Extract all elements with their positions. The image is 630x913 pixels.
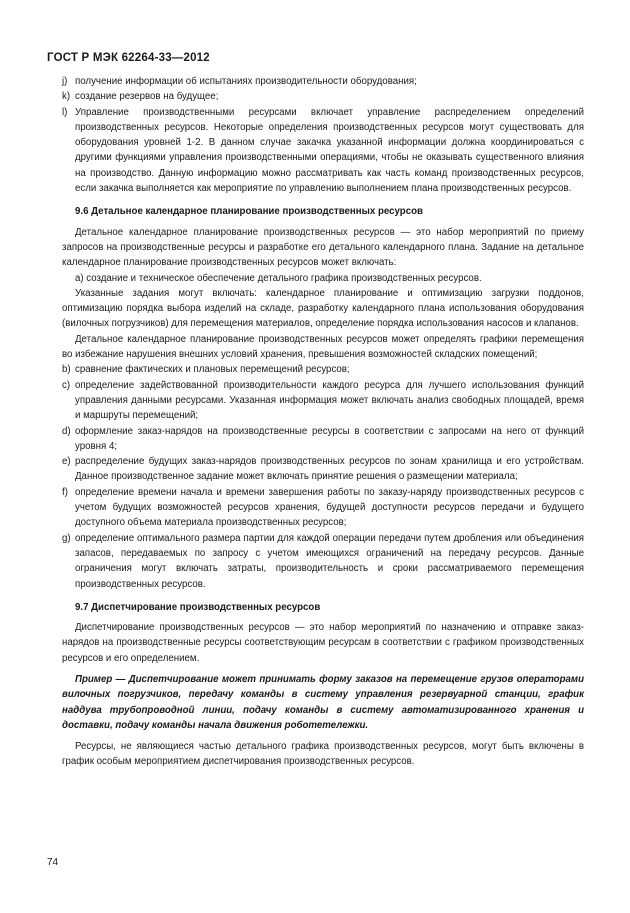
list-item-d	[62, 424, 584, 455]
list-item-text: определение времени начала и времени завершения работы по заказу-наряду производственных ресурсов с учетом будущих возможностей ресурсов хранения, будущей доступности ресурсов передачи и будущего доступного объема материала производственных ресурсов;	[75, 486, 584, 529]
document-header: ГОСТ Р МЭК 62264-33—2012	[47, 52, 210, 64]
list-item-label: j)	[62, 76, 68, 87]
list-item-label: b)	[62, 364, 71, 376]
list-item-c	[62, 378, 584, 424]
list-item-text: создание резервов на будущее;	[75, 91, 219, 103]
list-item-label: k)	[62, 91, 71, 103]
list-item-b	[62, 362, 584, 377]
list-item-text: Управление производственными ресурсами включает управление распределением определений производственных ресурсов. Некоторые определения производственных ресурсов могут существовать для оборудования уровней 1-2. В данном случае закачка указанной информации должна координироваться с другими функциями управления производственными операциями, чтобы не оказывать существенного влияния на производство. Данную информацию можно рассматривать как часть команд производственных ресурсов, если закачка выполняется как мероприятие по управлению выполнением плана производственных ресурсов.	[75, 106, 584, 195]
list-item-g	[62, 531, 584, 592]
list-item-f	[62, 485, 584, 531]
page-content	[62, 74, 584, 770]
list-item-text: сравнение фактических и плановых перемещений ресурсов;	[75, 364, 350, 376]
list-item-text: определение оптимального размера партии для каждой операции передачи путем дробления или объединения запасов, передаваемых по запросу с учетом имеющихся ограничений на передачу ресурсов. Данные ограничения могут включать затраты, производительность и сроки рассматриваемого перемещения производственных ресурсов.	[75, 532, 584, 590]
list-item-e	[62, 454, 584, 485]
list-item-label: c)	[62, 379, 71, 391]
list-item-text: оформление заказ-нарядов на производственные ресурсы в соответствии с запросами на него от функций уровня 4;	[75, 425, 584, 452]
list-item-text: распределение будущих заказ-нарядов производственных ресурсов по зонам хранилища и его устройствам. Данное производственное задание может включать принятие решения о размещении материала;	[75, 456, 584, 483]
list-item-a: а) создание и техническое обеспечение детального графика производственных ресурсов.	[75, 272, 482, 284]
list-item-label: e)	[62, 456, 71, 468]
paragraph: Детальное календарное планирование производственных ресурсов может определять графики перемещения во избежание нарушения внешних условий хранения, превышения возможностей складских помещений;	[62, 333, 584, 361]
list-item-text: получение информации об испытаниях производительности оборудования;	[75, 76, 417, 87]
list-item-label: l)	[62, 106, 68, 118]
list-item-l	[62, 105, 584, 197]
list-item-text: определение задействованной производительности каждого ресурса для лучшего использования функций управления данными ресурсами. Указанная информация может включать анализ свободных площадей, время и маршруты перемещений;	[75, 379, 584, 422]
list-item-k	[62, 89, 584, 104]
example-note: Пример — Диспетчирование может принимать форму заказов на перемещение грузов операторами вилочных погрузчиков, передачу команды в систему управления резервуарной станции, график наддува трубопроводной линии, подачу команды в систему автоматизированного хранения и доставки, подачу команды начала движения роботетележки.	[62, 673, 584, 731]
list-item-j	[62, 74, 584, 89]
page-number: 74	[47, 857, 59, 868]
paragraph: Ресурсы, не являющиеся частью детального графика производственных ресурсов, могут быть включены в график особым мероприятием диспетчирования производственных ресурсов.	[62, 741, 584, 768]
paragraph: Детальное календарное планирование производственных ресурсов — это набор мероприятий по приему запросов на производственные ресурсы и разработке его детального календарного плана. Задание на детальное календарное планирование производственных ресурсов может включать:	[62, 226, 584, 269]
list-item-label: f)	[62, 486, 68, 498]
list-item-label: d)	[62, 425, 71, 437]
paragraph: Диспетчирование производственных ресурсов — это набор мероприятий по назначению и отправке заказ-нарядов на производственные ресурсы соответствующим ресурсам в соответствии с графиком производственных ресурсов и его определением.	[62, 622, 584, 664]
list-item-label: g)	[62, 532, 71, 544]
section-heading-9-7: 9.7 Диспетчирование производственных ресурсов	[75, 601, 321, 613]
paragraph: Указанные задания могут включать: календарное планирование и оптимизацию загрузки поддонов, оптимизацию порядка выбора изделий на складе, разработку календарного плана использования оборудования (вилочных погрузчиков) для перемещения материалов, определение порядка использования насосов и клапанов.	[62, 287, 584, 330]
section-heading-9-6: 9.6 Детальное календарное планирование производственных ресурсов	[75, 206, 423, 218]
